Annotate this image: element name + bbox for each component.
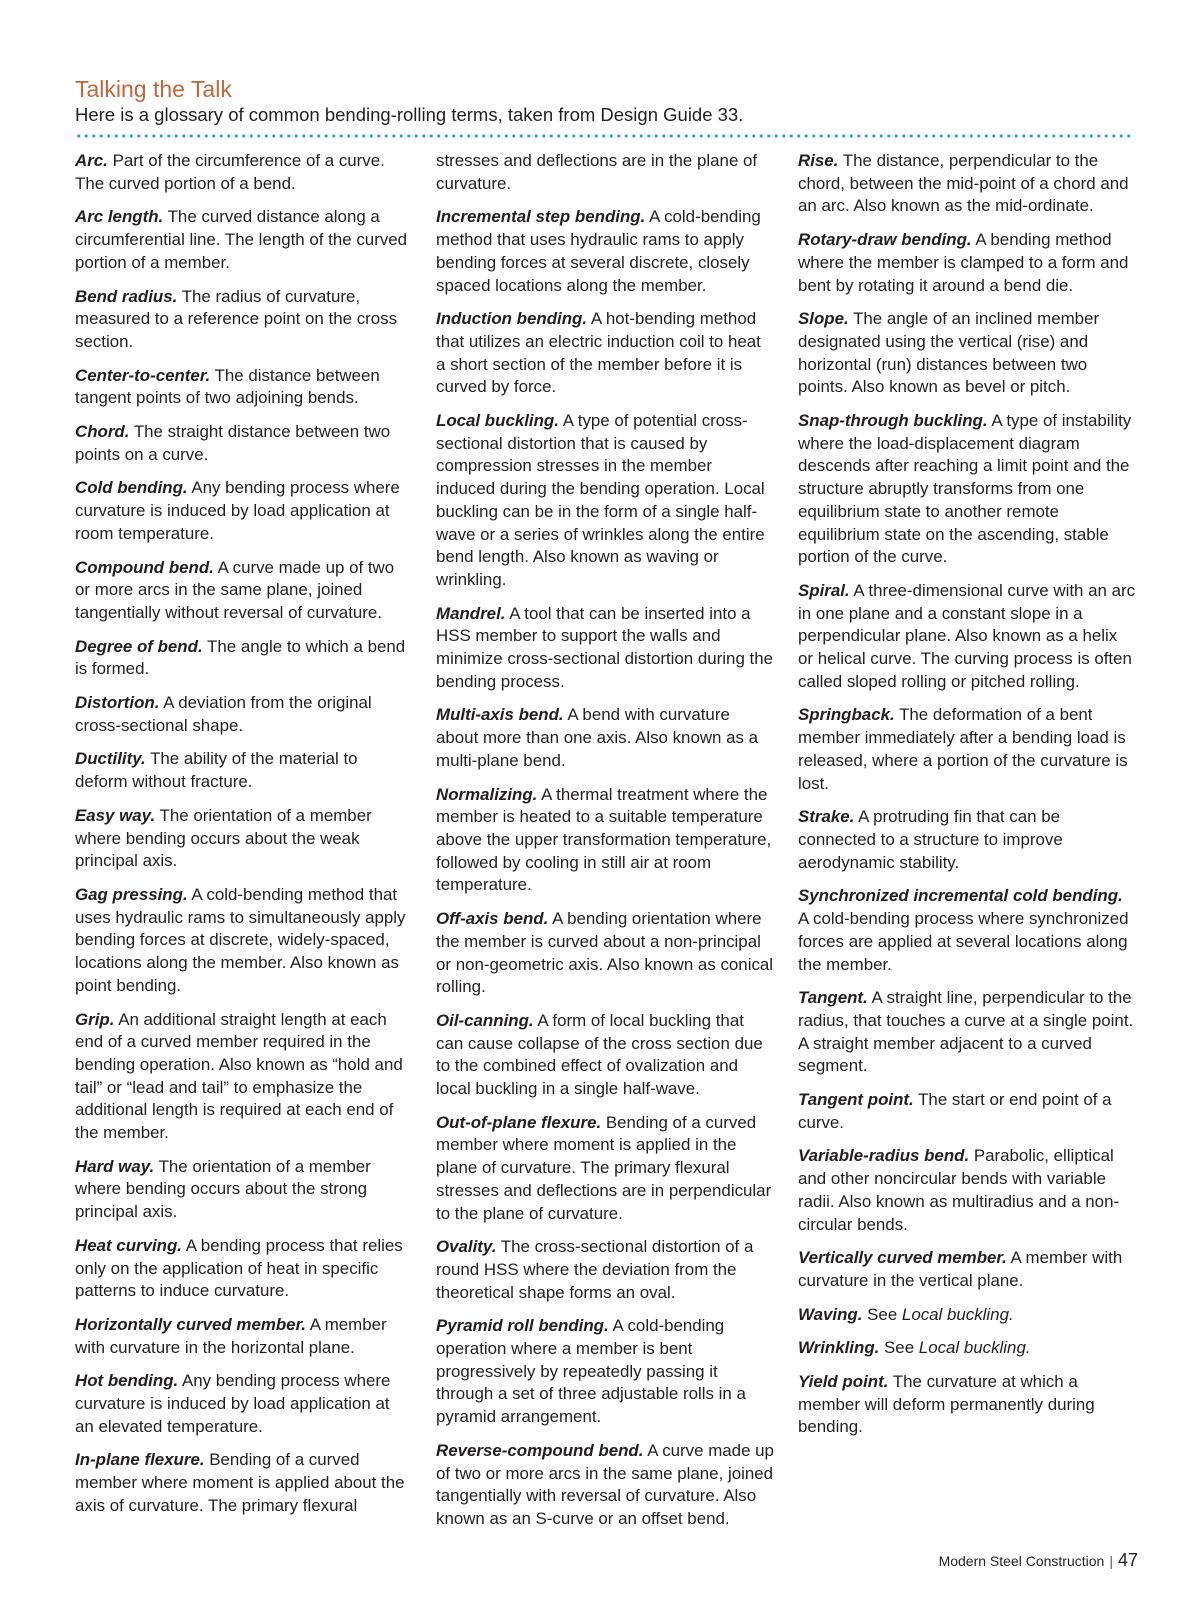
glossary-entry — [75, 421, 413, 466]
glossary-term: Oil-canning. — [436, 1010, 534, 1030]
glossary-definition: Any bending process where curvature is induced by load application at room temperature. — [75, 478, 400, 543]
glossary-term: Arc. — [75, 151, 108, 170]
glossary-definition: See — [884, 1338, 915, 1358]
glossary-definition: A straight line, perpendicular to the radius, that touches a curve at a single point. A straight member adjacent to a curved segment. — [798, 988, 1134, 1076]
glossary-term: Mandrel. — [436, 603, 506, 623]
glossary-definition: The angle of an inclined member designated using the vertical (rise) and horizontal (run) distances between two points. Also known as bevel or pitch. — [798, 309, 1100, 397]
glossary-definition: The cross-sectional distortion of a round HSS where the deviation from the theoretical shape forms an oval. — [436, 1237, 754, 1302]
glossary-entry — [75, 636, 413, 681]
glossary-term: Degree of bend. — [75, 636, 203, 656]
footer-separator: | — [1109, 1553, 1113, 1569]
glossary-column-2 — [436, 150, 774, 1542]
glossary-definition: A form of local buckling that can cause collapse of the cross section due to the combined effect of ovalization and local buckling in a single half-wave. — [436, 1010, 763, 1099]
glossary-definition: A member with curvature in the horizontal plane. — [75, 1314, 387, 1357]
glossary-entry — [798, 1304, 1136, 1327]
glossary-term: Hard way. — [75, 1156, 155, 1176]
glossary-entry — [75, 1009, 413, 1145]
glossary-entry — [798, 1247, 1136, 1292]
glossary-term: Ovality. — [436, 1237, 497, 1257]
glossary-definition: A tool that can be inserted into a HSS member to support the walls and minimize cross-sectional distortion during the bending process. — [436, 603, 774, 691]
glossary-entry — [75, 1235, 413, 1303]
glossary-entry — [436, 1236, 774, 1304]
glossary-term: Ductility. — [75, 749, 146, 769]
glossary-term: Local buckling. — [436, 411, 559, 431]
glossary-entry — [798, 580, 1136, 694]
glossary-term: Reverse-compound bend. — [436, 1440, 644, 1460]
glossary-entry — [798, 308, 1136, 399]
glossary-definition: A cold-bending method that uses hydraulic rams to apply bending forces at several discrete, closely spaced locations along the member. — [436, 207, 761, 295]
glossary-entry — [798, 987, 1136, 1078]
glossary-definition: A cold-bending operation where a member is bent progressively by repeatedly passing it through a set of three adjustable rolls in a pyramid arrangement. — [436, 1316, 746, 1427]
glossary-term: Yield point. — [798, 1372, 889, 1392]
glossary-term: Gag pressing. — [75, 884, 188, 904]
glossary-definition: An additional straight length at each end of a curved member required in the bending operation. Also known as “hold and tail” or “lead and tail” to emphasize the additional length is required at each end of the member. — [75, 1009, 403, 1143]
glossary-definition: The distance, perpendicular to the chord, between the mid-point of a chord and an arc. Also known as the mid-ordinate. — [798, 151, 1129, 216]
glossary-entry — [75, 150, 413, 195]
glossary-entry — [798, 150, 1136, 218]
glossary-definition: A cold-bending process where synchronized forces are applied at several locations along the member. — [798, 909, 1129, 974]
glossary-entry — [75, 365, 413, 410]
glossary-term: In-plane flexure. — [75, 1450, 205, 1470]
glossary-entry — [798, 1337, 1136, 1360]
glossary-definition: Bending of a curved member where moment is applied in the plane of curvature. The primary flexural stresses and deflections are in perpendicular to the plane of curvature. — [436, 1112, 772, 1223]
glossary-entry — [75, 206, 413, 274]
glossary-term: Rotary-draw bending. — [798, 230, 972, 250]
glossary-definition: A type of instability where the load-displacement diagram descends after reaching a limit point and the structure abruptly transforms from one equilibrium state to another remote equilibrium state on the ascending, stable portion of the curve. — [798, 411, 1132, 567]
glossary-definition: A bending process that relies only on the application of heat in specific patterns to induce curvature. — [75, 1235, 403, 1301]
glossary-entry — [798, 229, 1136, 297]
glossary-term: Snap-through buckling. — [798, 411, 988, 431]
glossary-term: Springback. — [798, 705, 895, 725]
glossary-definition: A protruding fin that can be connected to a structure to improve aerodynamic stability. — [798, 807, 1063, 872]
glossary-term: Normalizing. — [436, 784, 538, 804]
glossary-term: Bend radius. — [75, 286, 178, 306]
sidebar-intro: Here is a glossary of common bending-rolling terms, taken from Design Guide 33. — [75, 104, 744, 125]
glossary-definition: The ability of the material to deform without fracture. — [75, 749, 358, 792]
page-footer — [939, 1550, 1138, 1571]
glossary-entry — [75, 1314, 413, 1359]
glossary-term: Tangent. — [798, 988, 868, 1008]
glossary-entry — [75, 1449, 413, 1517]
glossary-definition: The start or end point of a curve. — [798, 1090, 1112, 1132]
glossary-term: Chord. — [75, 422, 130, 442]
glossary-entry — [436, 908, 774, 999]
glossary-term: Compound bend. — [75, 557, 214, 577]
glossary-entry — [75, 805, 413, 873]
glossary-definition: A bending method where the member is clamped to a form and bent by rotating it around a bend die. — [798, 230, 1129, 295]
glossary-entry — [798, 806, 1136, 874]
glossary-definition: A hot-bending method that utilizes an electric induction coil to heat a short section of the member before it is curved by force. — [436, 309, 761, 397]
sidebar-title: Talking the Talk — [75, 76, 232, 102]
glossary-definition: The orientation of a member where bending occurs about the weak principal axis. — [75, 805, 372, 871]
glossary-definition: A thermal treatment where the member is heated to a suitable temperature above the upper transformation temperature, followed by cooling in still air at room temperature. — [436, 784, 772, 895]
glossary-continuation: stresses and deflections are in the plane of curvature. — [436, 151, 758, 193]
glossary-definition: The orientation of a member where bending occurs about the strong principal axis. — [75, 1156, 371, 1222]
glossary-entry — [436, 603, 774, 694]
glossary-definition: A cold-bending method that uses hydraulic rams to simultaneously apply bending forces at discrete, widely-spaced, locations along the member. Also known as point bending. — [75, 884, 406, 995]
glossary-definition: Parabolic, elliptical and other noncircular bends with variable radii. Also known as multiradius and a non-circular bends. — [798, 1146, 1120, 1234]
glossary-term: Out-of-plane flexure. — [436, 1112, 602, 1132]
glossary-entry — [436, 308, 774, 399]
glossary-entry — [436, 704, 774, 772]
glossary-definition: A curve made up of two or more arcs in the same plane, joined tangentially without reversal of curvature. — [75, 557, 395, 622]
glossary-entry — [436, 1010, 774, 1101]
glossary-entry — [798, 1371, 1136, 1439]
glossary-entry — [75, 1156, 413, 1224]
glossary-term: Variable-radius bend. — [798, 1146, 970, 1166]
glossary-term: Horizontally curved member. — [75, 1314, 306, 1334]
glossary-entry — [75, 286, 413, 354]
glossary-term: Hot bending. — [75, 1371, 179, 1391]
glossary-definition: A three-dimensional curve with an arc in one plane and a constant slope in a perpendicular plane. Also known as a helix or helical curve. The curving process is often called sloped rolling or pitched rolling. — [798, 580, 1136, 691]
glossary-term: Vertically curved member. — [798, 1248, 1007, 1268]
glossary-cross-reference: Local buckling. — [901, 1304, 1014, 1324]
glossary-term: Arc length. — [75, 207, 164, 227]
glossary-definition: Bending of a curved member where moment is applied about the axis of curvature. The primary flexural — [75, 1450, 405, 1515]
glossary-term: Synchronized incremental cold bending. — [798, 886, 1123, 906]
glossary-definition: See — [867, 1304, 898, 1324]
glossary-term: Easy way. — [75, 805, 156, 825]
glossary-definition: A deviation from the original cross-sectional shape. — [75, 693, 372, 735]
glossary-term: Pyramid roll bending. — [436, 1316, 609, 1336]
glossary-term: Center-to-center. — [75, 365, 211, 385]
glossary-term: Wrinkling. — [798, 1338, 880, 1358]
glossary-term: Grip. — [75, 1009, 115, 1029]
glossary-term: Induction bending. — [436, 309, 588, 329]
glossary-definition: A member with curvature in the vertical plane. — [798, 1248, 1123, 1290]
glossary-definition: The radius of curvature, measured to a reference point on the cross section. — [75, 286, 398, 351]
glossary-definition: A bend with curvature about more than one axis. Also known as a multi-plane bend. — [436, 705, 759, 770]
glossary-column-1 — [75, 150, 413, 1529]
glossary-definition: The angle to which a bend is formed. — [75, 636, 406, 679]
glossary-entry — [798, 1145, 1136, 1236]
glossary-entry — [75, 477, 413, 545]
glossary-definition: A curve made up of two or more arcs in the same plane, joined tangentially with reversal of curvature. Also known as an S-curve or an offset bend. — [436, 1440, 774, 1528]
publication-name: Modern Steel Construction — [938, 1553, 1105, 1569]
page-number: 47 — [1117, 1550, 1138, 1570]
glossary-term: Waving. — [798, 1304, 863, 1324]
glossary-term: Cold bending. — [75, 478, 188, 498]
glossary-term: Strake. — [798, 807, 855, 827]
glossary-definition: Part of the circumference of a curve. The curved portion of a bend. — [75, 151, 385, 193]
glossary-definition: The curved distance along a circumferential line. The length of the curved portion of a member. — [75, 207, 408, 272]
glossary-definition: The straight distance between two points on a curve. — [75, 422, 391, 464]
glossary-entry — [798, 410, 1136, 569]
glossary-entry — [436, 784, 774, 898]
glossary-term: Tangent point. — [798, 1090, 914, 1110]
glossary-entry — [436, 206, 774, 297]
glossary-definition: A bending orientation where the member is curved about a non-principal or non-geometric axis. Also known as conical rolling. — [436, 909, 774, 997]
glossary-definition: The distance between tangent points of two adjoining bends. — [75, 365, 380, 408]
glossary-term: Rise. — [798, 151, 839, 170]
glossary-term: Heat curving. — [75, 1235, 183, 1255]
glossary-entry — [75, 748, 413, 793]
glossary-entry — [798, 1089, 1136, 1134]
glossary-definition: The curvature at which a member will deform permanently during bending. — [798, 1372, 1095, 1437]
glossary-term: Incremental step bending. — [436, 207, 646, 227]
glossary-term: Spiral. — [798, 580, 850, 600]
glossary-entry — [798, 704, 1136, 795]
glossary-column-3 — [798, 150, 1136, 1450]
glossary-entry — [436, 1440, 774, 1531]
glossary-cross-reference: Local buckling. — [918, 1338, 1031, 1358]
glossary-term: Slope. — [798, 309, 849, 329]
glossary-entry — [436, 410, 774, 592]
glossary-definition: A type of potential cross-sectional distortion that is caused by compression stresses in the member induced during the bending operation. Local buckling can be in the form of a single half-wave or a series of wrinkles along the entire bend length. Also known as waving or wrinkling. — [436, 411, 765, 589]
glossary-term: Distortion. — [75, 693, 160, 713]
glossary-entry — [75, 1370, 413, 1438]
glossary-entry — [75, 884, 413, 998]
glossary-definition: The deformation of a bent member immediately after a bending load is released, where a portion of the curvature is lost. — [798, 705, 1128, 793]
glossary-entry — [75, 557, 413, 625]
glossary-entry — [436, 1315, 774, 1429]
glossary-term: Off-axis bend. — [436, 909, 549, 929]
glossary-entry — [75, 692, 413, 737]
glossary-entry — [798, 885, 1136, 976]
glossary-term: Multi-axis bend. — [436, 705, 564, 725]
dotted-divider — [75, 134, 1134, 138]
glossary-definition: Any bending process where curvature is induced by load application at an elevated temperature. — [75, 1371, 391, 1436]
glossary-entry — [436, 1112, 774, 1226]
